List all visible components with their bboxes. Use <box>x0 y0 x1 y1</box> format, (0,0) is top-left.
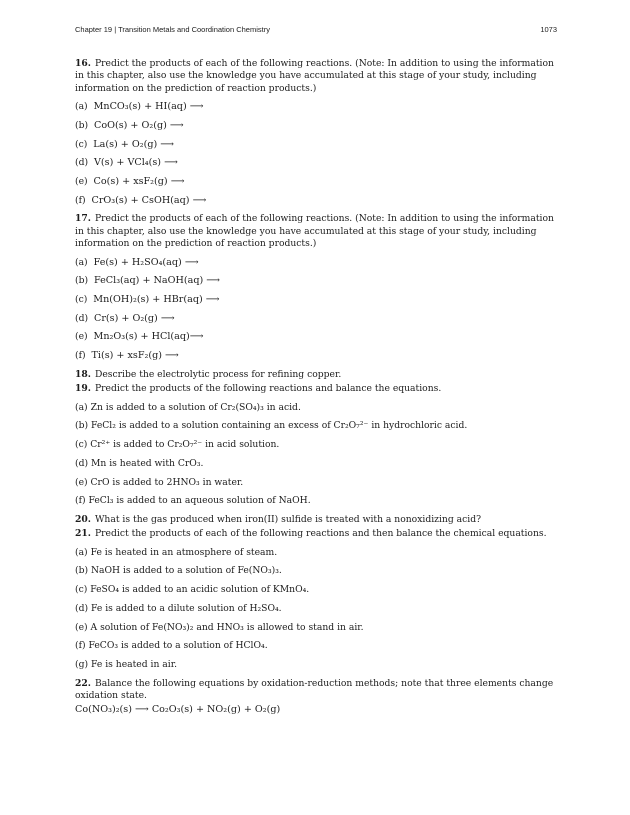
exercise-17a: (a) Fe(s) + H₂SO₄(aq) ⟶ <box>75 256 199 268</box>
exercise-16f: (f) CrO₃(s) + CsOH(aq) ⟶ <box>75 194 207 206</box>
exercise-17f: (f) Ti(s) + xsF₂(g) ⟶ <box>75 350 179 362</box>
exercise-number: 18. <box>75 368 91 380</box>
exercise-text: Predict the products of the following reactions and balance the equations. <box>94 383 442 395</box>
reaction: MnCO₃(s) + HI(aq) ⟶ <box>93 101 204 113</box>
exercise-number: 20. <box>75 513 91 525</box>
page-number: 1073 <box>540 25 557 34</box>
exercise-number: 17. <box>75 213 91 225</box>
chapter-title: Chapter 19 | Transition Metals and Coordination Chemistry <box>75 25 270 34</box>
reaction: Mn₂O₃(s) + HCl(aq)⟶ <box>93 331 204 343</box>
exercise-text: Predict the products of each of the following reactions. (Note: In addition to using the information in this chapter, also use the knowledge you have accumulated at this stage of your study, including information on the prediction of reaction products.) <box>75 58 554 94</box>
exercise-21f: (f) FeCO₃ is added to a solution of HClO₄. <box>75 640 268 652</box>
exercise-17 <box>75 213 555 250</box>
exercise-19c: (c) Cr²⁺ is added to Cr₂O₇²⁻ in acid solution. <box>75 439 280 451</box>
exercise-21c: (c) FeSO₄ is added to an acidic solution of KMnO₄. <box>75 584 310 596</box>
exercise-number: 19. <box>75 383 91 395</box>
exercise-number: 22. <box>75 677 91 689</box>
exercise-17d: (d) Cr(s) + O₂(g) ⟶ <box>75 312 175 324</box>
exercise-21d: (d) Fe is added to a dilute solution of H₂SO₄. <box>75 602 282 614</box>
exercise-16a: (a) MnCO₃(s) + HI(aq) ⟶ <box>75 101 204 113</box>
exercise-21 <box>75 528 555 540</box>
exercise-text: Predict the products of each of the following reactions and then balance the chemical equations. <box>94 528 547 540</box>
reaction: Fe(s) + H₂SO₄(aq) ⟶ <box>93 256 199 268</box>
reaction: CoO(s) + O₂(g) ⟶ <box>93 119 184 131</box>
exercise-19 <box>75 383 555 395</box>
reaction: Mn(OH)₂(s) + HBr(aq) ⟶ <box>93 294 220 306</box>
exercise-text: Predict the products of each of the following reactions. (Note: In addition to using the information in this chapter, also use the knowledge you have accumulated at this stage of your study, including information on the prediction of reaction products.) <box>75 213 554 250</box>
reaction: Cr(s) + O₂(g) ⟶ <box>93 312 175 324</box>
exercise-19e: (e) CrO is added to 2HNO₃ in water. <box>75 476 244 488</box>
page-header <box>75 25 557 39</box>
reaction: Ti(s) + xsF₂(g) ⟶ <box>91 350 179 362</box>
exercise-16 <box>75 58 555 95</box>
exercise-16e: (e) Co(s) + xsF₂(g) ⟶ <box>75 176 185 188</box>
exercise-16d: (d) V(s) + VCl₄(s) ⟶ <box>75 157 178 169</box>
exercise-20 <box>75 514 555 526</box>
exercise-21e: (e) A solution of Fe(NO₃)₂ and HNO₃ is allowed to stand in air. <box>75 621 364 633</box>
exercise-17c: (c) Mn(OH)₂(s) + HBr(aq) ⟶ <box>75 294 220 306</box>
exercise-17b: (b) FeCl₃(aq) + NaOH(aq) ⟶ <box>75 275 221 287</box>
exercise-text: What is the gas produced when iron(II) sulfide is treated with a nonoxidizing acid? <box>94 513 482 525</box>
exercise-text: Balance the following equations by oxidation-reduction methods; note that three elements change oxidation state. <box>75 677 554 702</box>
exercise-number: 21. <box>75 528 91 540</box>
exercise-21b: (b) NaOH is added to a solution of Fe(NO₃)₃. <box>75 565 282 577</box>
reaction: CrO₃(s) + CsOH(aq) ⟶ <box>91 194 207 206</box>
exercise-text: Describe the electrolytic process for refining copper. <box>94 368 342 380</box>
exercise-19b: (b) FeCl₂ is added to a solution containing an excess of Cr₂O₇²⁻ in hydrochloric acid. <box>75 420 468 432</box>
exercise-16b: (b) CoO(s) + O₂(g) ⟶ <box>75 119 184 131</box>
exercise-22 <box>75 678 555 703</box>
exercise-list <box>75 58 555 723</box>
exercise-16c: (c) La(s) + O₂(g) ⟶ <box>75 138 175 150</box>
exercise-17e: (e) Mn₂O₃(s) + HCl(aq)⟶ <box>75 331 204 343</box>
reaction: La(s) + O₂(g) ⟶ <box>93 138 175 150</box>
exercise-19f: (f) FeCl₃ is added to an aqueous solution of NaOH. <box>75 495 311 507</box>
exercise-22-equation: Co(NO₃)₂(s) ⟶ Co₂O₃(s) + NO₂(g) + O₂(g) <box>75 704 281 716</box>
exercise-21a: (a) Fe is heated in an atmosphere of steam. <box>75 546 278 558</box>
exercise-19d: (d) Mn is heated with CrO₃. <box>75 457 204 469</box>
exercise-21g: (g) Fe is heated in air. <box>75 658 178 670</box>
exercise-18 <box>75 369 555 381</box>
reaction: Co(s) + xsF₂(g) ⟶ <box>93 176 185 188</box>
exercise-19a: (a) Zn is added to a solution of Cr₂(SO₄)₃ in acid. <box>75 401 301 413</box>
reaction: V(s) + VCl₄(s) ⟶ <box>93 157 178 169</box>
reaction: FeCl₃(aq) + NaOH(aq) ⟶ <box>93 275 221 287</box>
exercise-number: 16. <box>75 58 91 69</box>
